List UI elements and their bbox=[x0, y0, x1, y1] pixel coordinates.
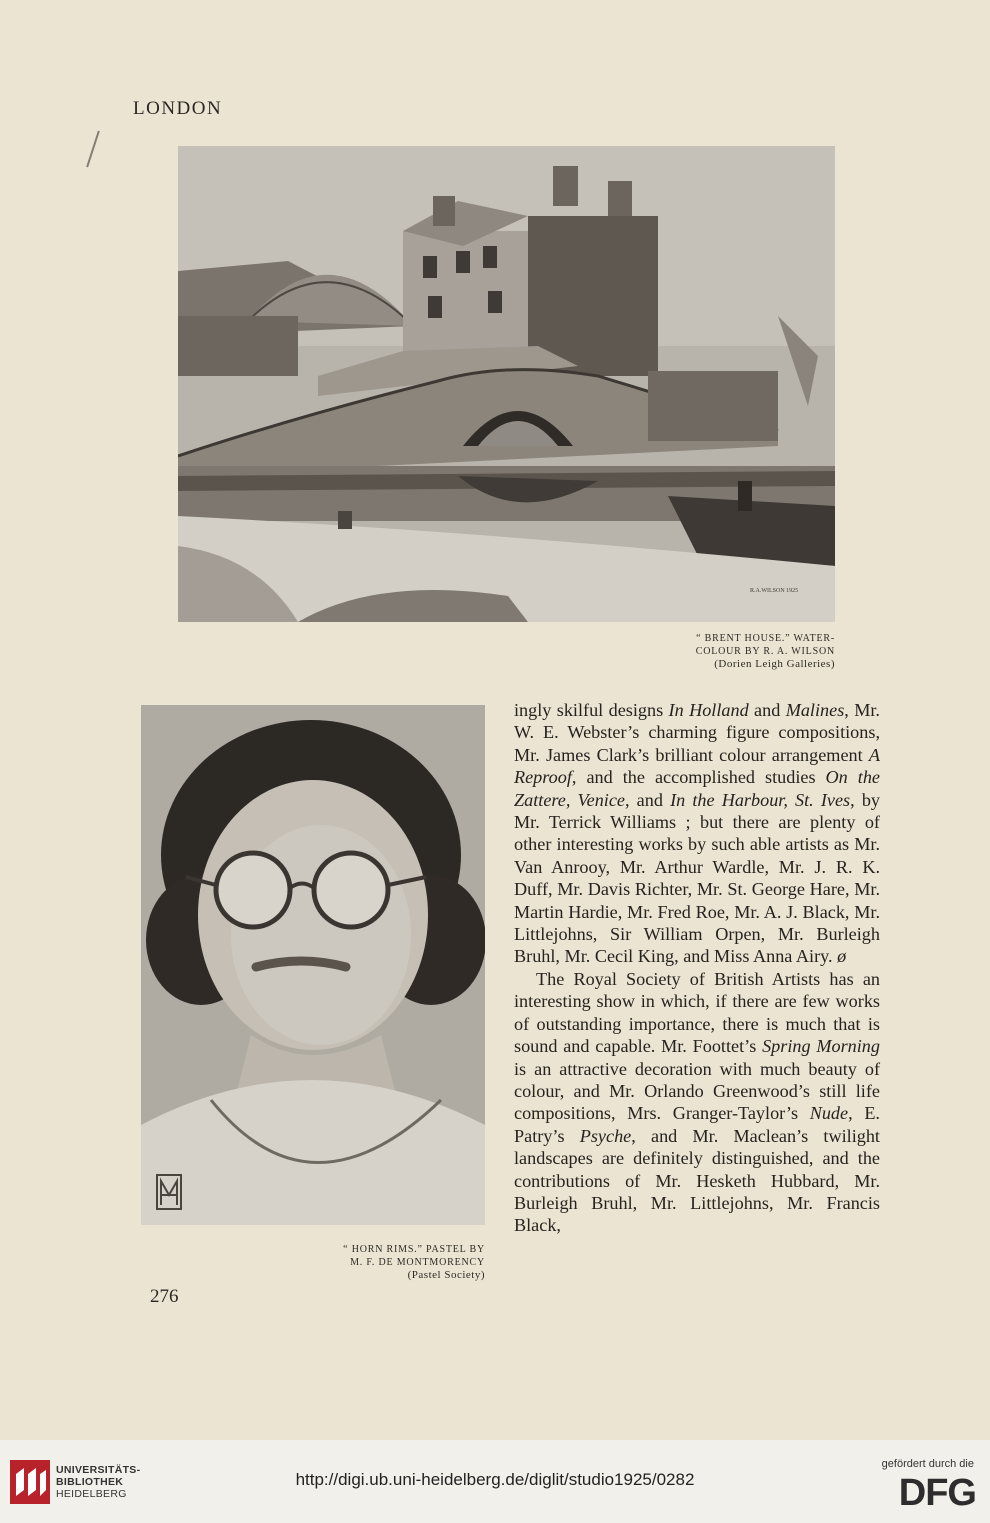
library-name-line: HEIDELBERG bbox=[56, 1488, 127, 1500]
text-run: , and bbox=[625, 789, 671, 810]
text-run: , and the accomplished studies bbox=[571, 767, 826, 788]
artwork-title: In the Harbour, St. Ives bbox=[670, 789, 851, 810]
artwork-title: A Reproof bbox=[514, 744, 880, 788]
digitization-footer bbox=[0, 1440, 990, 1523]
paragraph-1 bbox=[514, 699, 880, 968]
permalink-url[interactable]: http://digi.ub.uni-heidelberg.de/diglit/studio1925/0282 bbox=[295, 1470, 695, 1489]
brent-house-caption bbox=[620, 633, 835, 671]
text-run: The Royal Society of British Artists has an interesting show in which, if there are few works of outstanding importance, there is much that is sound and capable. Mr. Foottet’s bbox=[514, 968, 880, 1057]
artwork-title: Psyche bbox=[579, 1125, 632, 1146]
text-run: , and Mr. Maclean’s twilight landscapes are definitely distinguished, and the contributions of Mr. Hesketh Hubbard, Mr. Burleigh Bruhl, Mr. Littlejohns, Mr. Francis Black, bbox=[514, 1125, 880, 1236]
text-run: , by Mr. Terrick Williams ; but there are plenty of other interesting works by such able artists as Mr. Van Anrooy, Mr. Arthur Wardle, Mr. J. R. K. Duff, Mr. Davis Richter, Mr. St. George Hare, Mr. Martin Hardie, Mr. Fred Roe, Mr. A. J. Black, Mr. Littlejohns, Sir William Orpen, Mr. Burleigh Bruhl, Mr. Cecil King, and Miss Anna Airy. bbox=[514, 789, 881, 967]
funded-by-label: gefördert durch die bbox=[881, 1458, 974, 1470]
horn-rims-illustration bbox=[141, 705, 485, 1225]
caption-source: (Dorien Leigh Galleries) bbox=[714, 658, 835, 670]
paragraph-2 bbox=[514, 968, 880, 1237]
horn-rims-caption bbox=[270, 1244, 485, 1282]
section-mark: ø bbox=[837, 946, 847, 967]
page-number: 276 bbox=[150, 1286, 179, 1307]
caption-artist: COLOUR BY R. A. WILSON bbox=[695, 645, 835, 657]
artwork-title: Malines bbox=[785, 700, 845, 720]
svg-text:R.A.WILSON 1925: R.A.WILSON 1925 bbox=[750, 588, 799, 594]
artwork-title: Nude bbox=[809, 1103, 849, 1124]
article-body bbox=[514, 699, 880, 1237]
text-run: is an attractive decoration with much beauty of colour, and Mr. Orlando Greenwood’s still life compositions, Mrs. Granger-Taylor’s bbox=[514, 1058, 880, 1124]
artwork-title: Spring Morning bbox=[762, 1036, 880, 1057]
caption-title: “ BRENT HOUSE.” WATER- bbox=[696, 633, 835, 644]
dfg-logo[interactable]: DFG bbox=[898, 1472, 976, 1514]
caption-artist: M. F. DE MONTMORENCY bbox=[350, 1256, 485, 1268]
text-run: and bbox=[748, 700, 786, 720]
library-name-line: UNIVERSITÄTS- bbox=[56, 1464, 141, 1476]
caption-source: (Pastel Society) bbox=[407, 1269, 485, 1281]
caption-title: “ HORN RIMS.” PASTEL BY bbox=[343, 1244, 485, 1255]
artwork-title: In Holland bbox=[668, 700, 749, 720]
brent-house-illustration bbox=[178, 146, 835, 622]
running-head: LONDON bbox=[133, 98, 223, 119]
text-run: , E. Patry’s bbox=[514, 1103, 880, 1146]
pencil-mark bbox=[86, 131, 100, 168]
artwork-title: On the Zattere, Venice bbox=[514, 767, 880, 810]
library-name-line: BIBLIOTHEK bbox=[56, 1476, 124, 1488]
text-run: , Mr. W. E. Webster’s charming figure compositions, Mr. James Clark’s brilliant colour arrangement bbox=[514, 700, 880, 765]
text-run: ingly skilful designs bbox=[514, 700, 669, 720]
